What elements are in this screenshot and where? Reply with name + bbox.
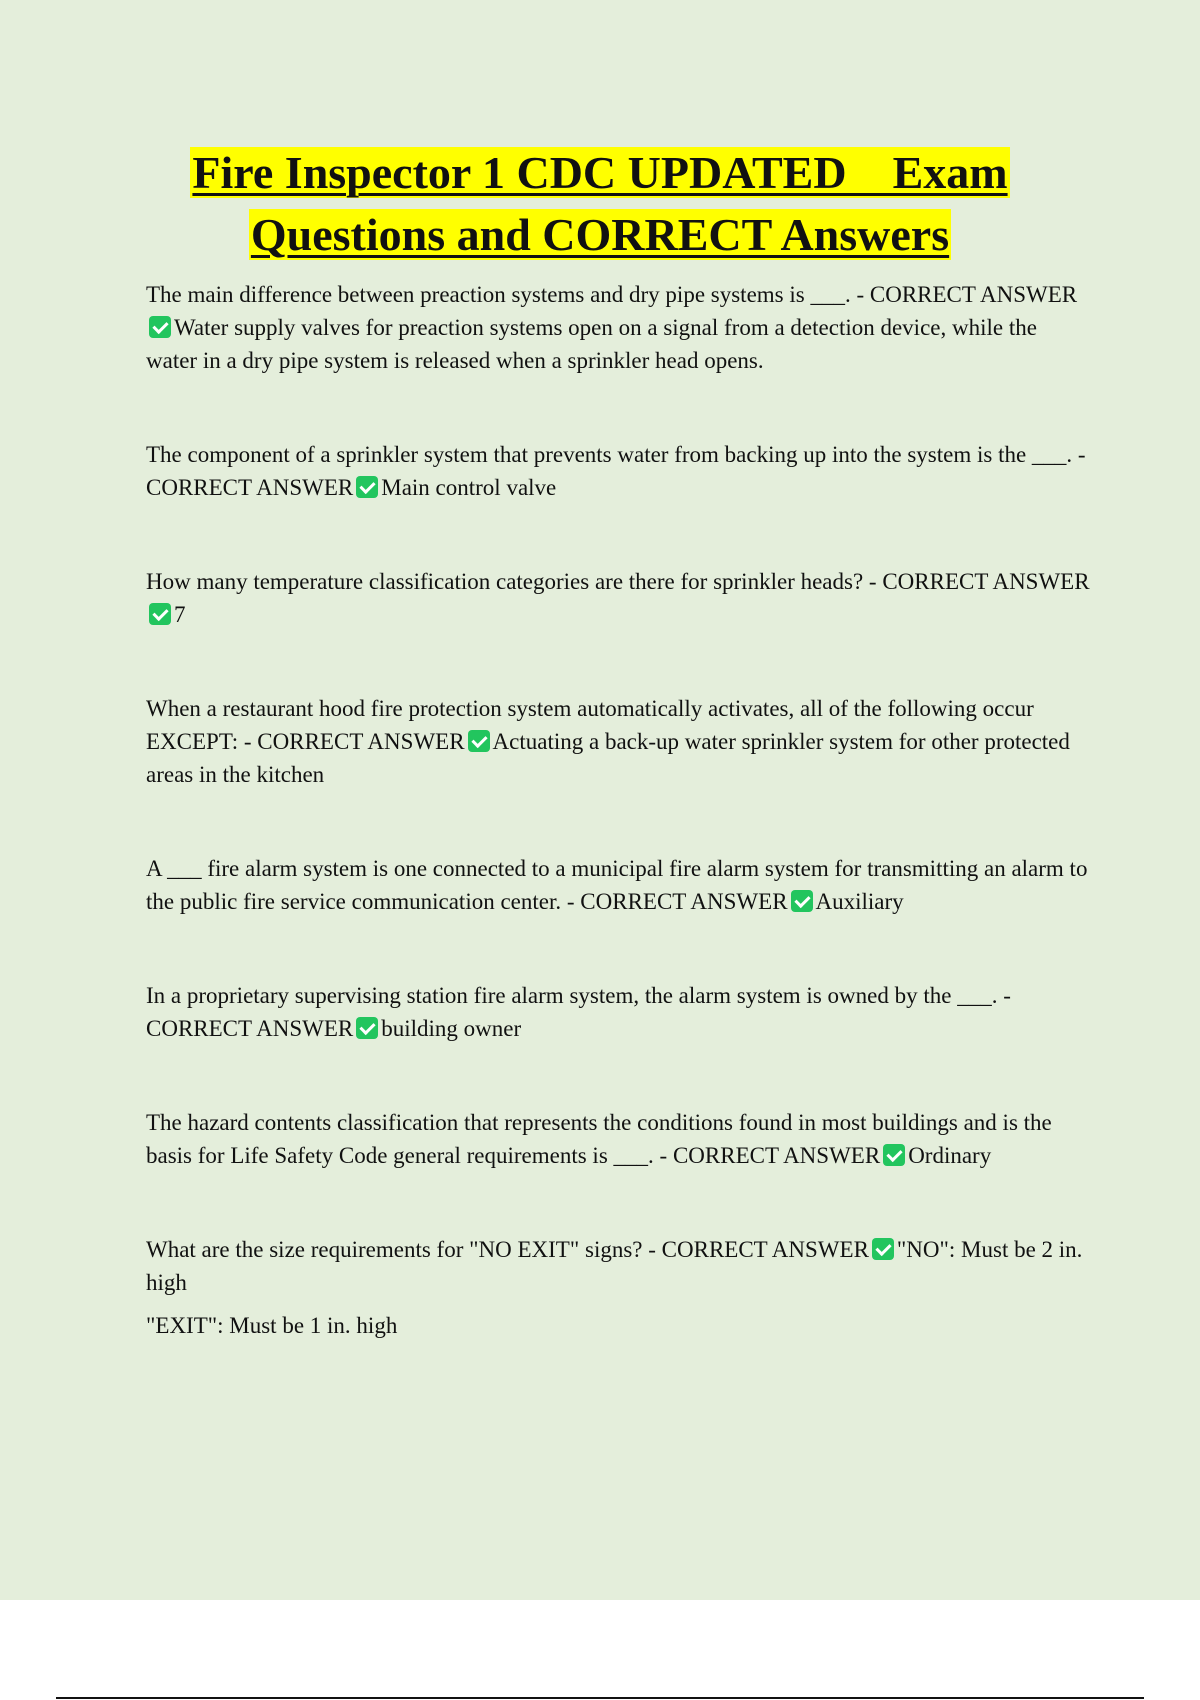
question-text: A ___ fire alarm system is one connected to a municipal fire alarm system for transmitting an alarm to the public fire service communication center. - bbox=[146, 856, 1088, 914]
answer-text: building owner bbox=[381, 1016, 522, 1041]
answer-marker: CORRECT ANSWER bbox=[672, 1143, 881, 1168]
answer-text: Water supply valves for preaction systems open on a signal from a detection device, while the water in a dry pipe system is released when a sprinkler head opens. bbox=[146, 315, 1037, 373]
title-line-2: Questions and CORRECT Answers bbox=[250, 209, 950, 260]
answer-marker: CORRECT ANSWER bbox=[882, 569, 1090, 594]
check-icon bbox=[872, 1238, 894, 1260]
footer-divider bbox=[56, 1697, 1144, 1699]
question-text: In a proprietary supervising station fire alarm system, the alarm system is owned by the ___. - bbox=[146, 983, 1011, 1008]
document-title bbox=[80, 142, 1120, 266]
answer-text: 7 bbox=[174, 602, 186, 627]
answer-text: Auxiliary bbox=[815, 889, 904, 914]
question-text: The main difference between preaction systems and dry pipe systems is ___. - bbox=[146, 282, 870, 307]
answer-text: Main control valve bbox=[381, 475, 557, 500]
answer-text: "NO": Must be 2 in. high bbox=[146, 1237, 1083, 1295]
question-text: How many temperature classification categories are there for sprinkler heads? - bbox=[146, 569, 883, 594]
check-icon bbox=[149, 316, 171, 338]
qa-item-8 bbox=[146, 1233, 1090, 1342]
answer-marker: CORRECT ANSWER bbox=[580, 889, 788, 914]
answer-extra-line: "EXIT": Must be 1 in. high bbox=[146, 1313, 398, 1338]
title-line-1: Fire Inspector 1 CDC UPDATED Exam bbox=[192, 147, 1008, 198]
answer-marker: CORRECT ANSWER bbox=[146, 475, 354, 500]
answer-text: Ordinary bbox=[908, 1143, 992, 1168]
answer-text: Actuating a back-up water sprinkler system for other protected areas in the kitchen bbox=[146, 729, 1070, 787]
check-icon bbox=[791, 890, 813, 912]
qa-item-6 bbox=[146, 979, 1090, 1045]
qa-item-2 bbox=[146, 438, 1090, 504]
question-text: The component of a sprinkler system that prevents water from backing up into the system is the ___. - bbox=[146, 442, 1086, 467]
qa-item-1 bbox=[146, 278, 1090, 377]
qa-item-7 bbox=[146, 1106, 1090, 1172]
qa-item-4 bbox=[146, 692, 1090, 791]
check-icon bbox=[356, 476, 378, 498]
qa-item-5 bbox=[146, 852, 1090, 918]
answer-marker: CORRECT ANSWER bbox=[869, 282, 1078, 307]
qa-item-3 bbox=[146, 565, 1090, 631]
answer-marker: CORRECT ANSWER bbox=[257, 729, 465, 754]
question-text: The hazard contents classification that represents the conditions found in most buildings and is the basis for Life Safety Code general requirements is ___. - bbox=[146, 1110, 1052, 1168]
answer-marker: CORRECT ANSWER bbox=[146, 1016, 354, 1041]
qa-list bbox=[146, 278, 1090, 1342]
check-icon bbox=[356, 1017, 378, 1039]
answer-marker: CORRECT ANSWER bbox=[661, 1237, 869, 1262]
check-icon bbox=[883, 1144, 905, 1166]
check-icon bbox=[468, 730, 490, 752]
question-text: What are the size requirements for "NO EXIT" signs? - bbox=[146, 1237, 662, 1262]
check-icon bbox=[149, 603, 171, 625]
question-text: When a restaurant hood fire protection system automatically activates, all of the following occur EXCEPT: - bbox=[146, 696, 1034, 754]
